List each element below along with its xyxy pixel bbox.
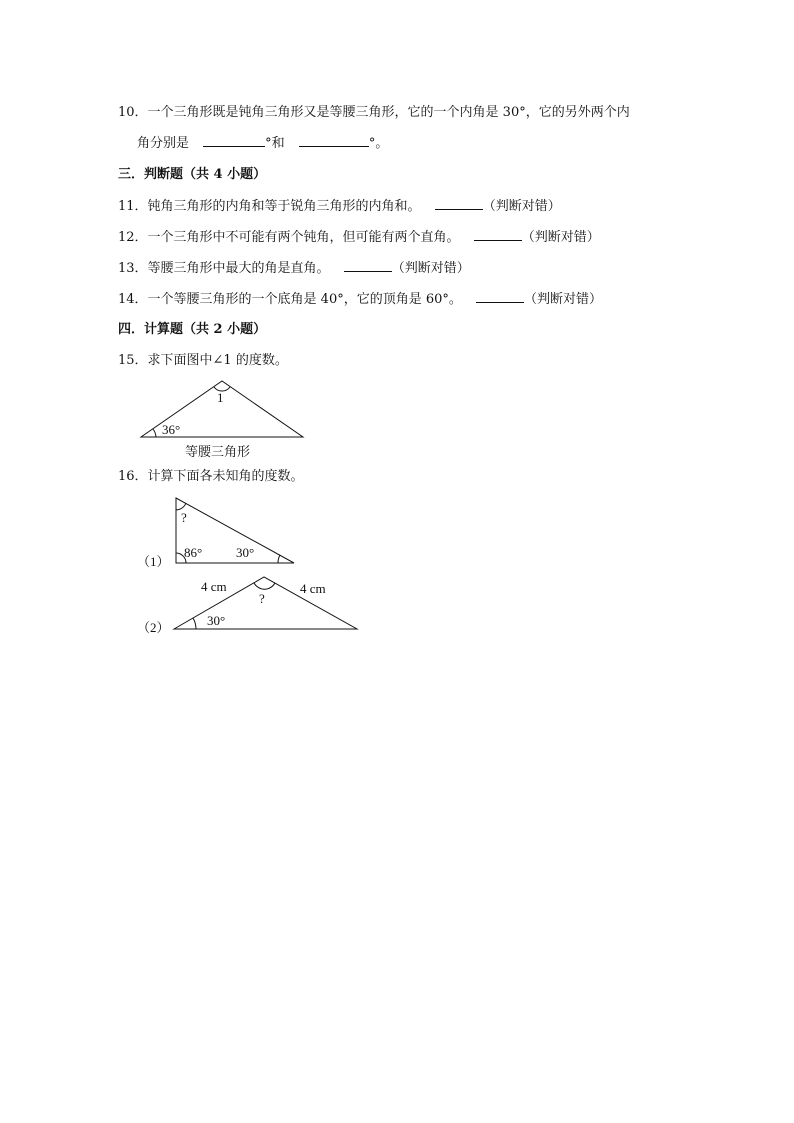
section-3-title: 三．判断题（共 4 小题）	[118, 167, 267, 182]
q14-text: 14．一个等腰三角形的一个底角是 40°，它的顶角是 60°。	[118, 292, 462, 307]
q16-fig1-86: 86°	[184, 545, 203, 560]
q16-text: 16．计算下面各未知角的度数。	[118, 469, 304, 484]
q16-fig1-label: （1）	[137, 554, 170, 569]
q15-text: 15．求下面图中∠1 的度数。	[118, 353, 288, 368]
q16-fig2-base-arc	[193, 618, 196, 629]
q11-text: 11．钝角三角形的内角和等于锐角三角形的内角和。	[118, 199, 421, 214]
q12-suffix: （判断对错）	[521, 230, 600, 245]
q16-fig2-30: 30°	[207, 613, 226, 628]
q12-text: 12．一个三角形中不可能有两个钝角，但可能有两个直角。	[118, 230, 460, 245]
q10-line1: 10．一个三角形既是钝角三角形又是等腰三角形，它的一个内角是 30°，它的另外两个内	[118, 105, 630, 120]
q16-fig2-left-side: 4 cm	[201, 579, 227, 594]
q16-fig2-label: （2）	[137, 620, 170, 635]
q15-label-36: 36°	[162, 422, 181, 437]
q13-suffix: （判断对错）	[391, 261, 470, 276]
q16-fig1-30: 30°	[236, 545, 255, 560]
q16-fig1-q: ?	[181, 510, 187, 525]
q16-fig1-top-arc	[176, 503, 186, 510]
q10-line2-text-c: °。	[368, 136, 389, 151]
q15-label-1: 1	[217, 390, 224, 405]
q13-text: 13．等腰三角形中最大的角是直角。	[118, 261, 330, 276]
q14-suffix: （判断对错）	[524, 292, 603, 307]
q11-suffix: （判断对错）	[482, 199, 561, 214]
q10-line2-text-b: °和	[265, 136, 285, 151]
q10-line2-text-a: 角分别是	[137, 136, 190, 151]
q16-fig1-right-arc	[278, 555, 280, 563]
section-4-title: 四．计算题（共 2 小题）	[118, 322, 267, 337]
q15-caption: 等腰三角形	[185, 444, 251, 459]
q16-fig2-right-side: 4 cm	[300, 581, 326, 596]
q16-fig2-q: ?	[259, 591, 265, 606]
q16-fig2-apex-arc	[254, 583, 275, 589]
